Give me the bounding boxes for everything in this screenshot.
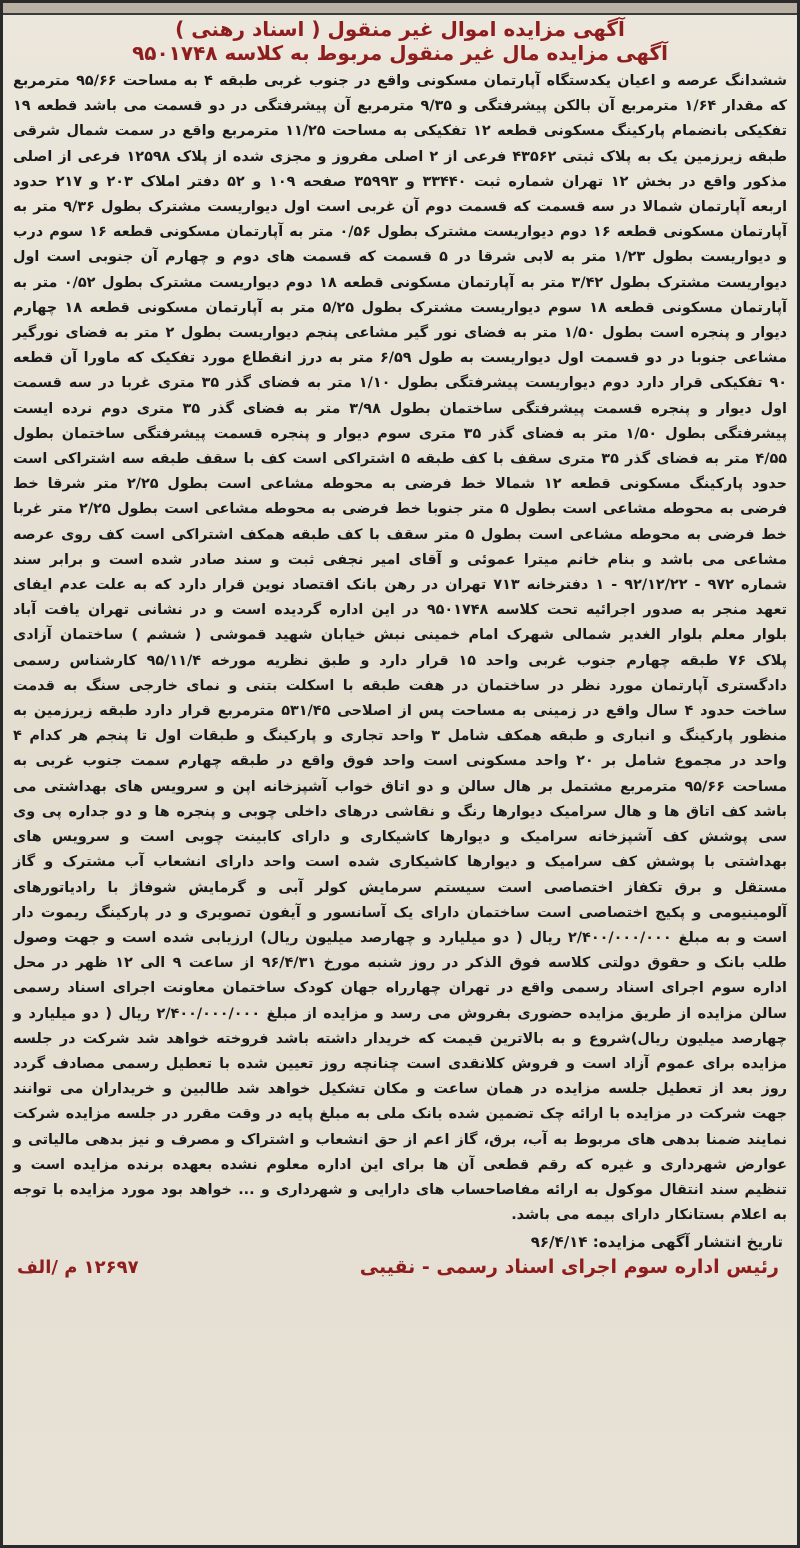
notice-footer [3, 1254, 797, 1278]
signature: رئیس اداره سوم اجرای اسناد رسمی - نقیبی [359, 1256, 779, 1279]
publication-date: تاریخ انتشار آگهی مزایده: ۹۶/۴/۱۴ [530, 1233, 783, 1252]
reference-number: ۱۲۶۹۷ م /الف [17, 1256, 139, 1278]
notice-body: ششدانگ عرصه و اعیان یکدستگاه آپارتمان مسکونی واقع در جنوب غربی طبقه ۴ به مساحت ۹۵/۶۶ مترمربع که مقدار ۱/۶۴ مترمربع آن بالکن پیشرفتگی و ۹/۳۵ مترمربع آن پیشرفتگی در دو قسمت می باشد قطعه ۱۹ تفکیکی بانضمام پارکینگ مسکونی قطعه ۱۲ تفکیکی به مساحت ۱۱/۲۵ مترمربع واقع در سمت شمال شرقی طبقه زیرزمین یک به پلاک ثبتی ۴۳۵۶۲ فرعی از ۲ اصلی مفروز و مجزی شده از پلاک ۱۲۵۹۸ فرعی از اصلی مذکور واقع در بخش ۱۲ تهران شماره ثبت ۳۳۴۴۰ و ۳۵۹۹۳ صفحه ۱۰۹ و ۵۲ دفتر املاک ۲۰۳ و ۲۱۷ حدود اربعه آپارتمان شمالا در سه قسمت که قسمت دوم آن غربی است اول دیواریست مشترک بطول ۹/۳۶ متر به آپارتمان مسکونی قطعه ۱۶ دوم دیواریست مشترک بطول ۰/۵۶ متر به آپارتمان مسکونی قطعه ۱۶ سوم درب و دیواریست بطول ۱/۲۳ متر به لابی شرقا در ۵ قسمت که قسمت های دوم و چهارم آن جنوبی است اول دیواریست مشترک بطول ۳/۴۲ متر به آپارتمان مسکونی قطعه ۱۸ دوم دیواریست مشترک بطول ۰/۵۲ متر به آپارتمان مسکونی قطعه ۱۸ سوم دیواریست مشترک بطول ۵/۲۵ متر به آپارتمان مسکونی قطعه ۱۸ چهارم دیوار و پنجره است بطول ۱/۵۰ متر به فضای نور گیر مشاعی پنجم دیواریست بطول ۲ متر به فضای نورگیر مشاعی جنوبا در دو قسمت اول دیواریست به طول ۶/۵۹ متر به درز انقطاع مورد تفکیک که ماورا آن قطعه ۹۰ تفکیکی قرار دارد دوم دیواریست پیشرفتگی بطول ۱/۱۰ متر به فضای گذر ۳۵ متری غربا در سه قسمت اول دیوار و پنجره قسمت پیشرفتگی ساختمان بطول ۳/۹۸ متر به فضای گذر ۳۵ متری دوم نرده ایست پیشرفتگی بطول ۱/۵۰ متر به فضای گذر ۳۵ متری سوم دیوار و پنجره قسمت پیشرفتگی ساختمان بطول ۴/۵۵ متر به فضای گذر ۳۵ متری سقف با کف طبقه ۵ اشتراکی است کف با سقف طبقه سه اشتراکی است حدود پارکینگ مسکونی قطعه ۱۲ شمالا خط فرضی به محوطه مشاعی است بطول ۲/۲۵ متر شرقا خط فرضی به محوطه مشاعی است بطول ۵ متر جنوبا خط فرضی به محوطه مشاعی است بطول ۲/۲۵ متر غربا خط فرضی به محوطه مشاعی است بطول ۵ متر سقف با کف طبقه همکف اشتراکی است کف روی عرصه مشاعی می باشد و بنام خانم میترا عموئی و آقای امیر نجفی ثبت و سند صادر شده است و برابر سند شماره ۹۷۲ - ۹۲/۱۲/۲۲ - ۱ دفترخانه ۷۱۳ تهران در رهن بانک اقتصاد نوین قرار دارد که به علت عدم ایفای تعهد منجر به صدور اجرائیه تحت کلاسه ۹۵۰۱۷۴۸ در این اداره گردیده است و در نشانی تهران یافت آباد بلوار معلم بلوار الغدیر شمالی شهرک امام خمینی نبش خیابان شهید قموشی ( ششم ) ساختمان آزادی پلاک ۷۶ طبقه چهارم جنوب غربی واحد ۱۵ قرار دارد و طبق نظریه مورخه ۹۵/۱۱/۴ کارشناس رسمی دادگستری آپارتمان مورد نظر در ساختمان در هفت طبقه با اسکلت بتنی و نمای خارجی سنگ به قدمت ساخت حدود ۴ سال واقع در زمینی به مساحت پس از اصلاحی ۵۳۱/۴۵ مترمربع قرار دارد طبقه زیرزمین به منظور پارکینگ و انباری و طبقه همکف شامل ۳ واحد تجاری و پارکینگ و طبقات اول تا پنجم هر کدام ۴ واحد در مجموع شامل بر ۲۰ واحد مسکونی است واحد فوق واقع در طبقه چهارم سمت جنوب غربی به مساحت ۹۵/۶۶ مترمربع مشتمل بر هال سالن و دو اتاق خواب آشپزخانه اپن و سرویس های بهداشتی می باشد کف اتاق ها و هال سرامیک دیوارها رنگ و نقاشی درهای داخلی چوبی و پنجره ها و دو جداره پی وی سی پوشش کف آشپزخانه سرامیک و دیوارها کاشیکاری و دارای کابینت چوبی است و سرویس های بهداشتی با پوشش کف سرامیک و دیوارها کاشیکاری شده است واحد دارای انشعاب آب مشترک و گاز مستقل و برق تکفاز اختصاصی است سیستم سرمایش کولر آبی و گرمایش شوفاژ با رادیاتورهای آلومینیومی و پکیج اختصاصی است ساختمان دارای یک آسانسور و آیفون تصویری و در پارکینگ ریموت دار است و به مبلغ ۲/۴۰۰/۰۰۰/۰۰۰ ریال ( دو میلیارد و چهارصد میلیون ریال) ارزیابی شده است و جهت وصول طلب بانک و حقوق دولتی کلاسه فوق الذکر در روز شنبه مورخ ۹۶/۴/۳۱ از ساعت ۹ الی ۱۲ ظهر در محل اداره سوم اجرای اسناد رسمی واقع در تهران چهارراه جهان کودک ساختمان معاونت اجرای اسناد رسمی سالن مزایده از طریق مزایده حضوری بفروش می رسد و مزایده از مبلغ ۲/۴۰۰/۰۰۰/۰۰۰ ریال ( دو میلیارد و چهارصد میلیون ریال)شروع و به بالاترین قیمت که خریدار داشته باشد فروخته خواهد شد شرکت در جلسه مزایده برای عموم آزاد است و فروش کلانقدی است چنانچه روز تعیین شده با تعطیل رسمی مصادف گردد روز بعد از تعطیل جلسه مزایده در همان ساعت و مکان تشکیل خواهد شد طالبین و خریداران می توانند جهت شرکت در مزایده با ارائه چک تضمین شده بانک ملی به مبلغ پایه در وقت مقرر در جلسه مزایده شرکت نمایند ضمنا بدهی های مربوط به آب، برق، گاز اعم از حق انشعاب و اشتراک و مصرف و نیز بدهی مالیاتی و عوارض شهرداری و غیره که رقم قطعی آن ها برای این اداره معلوم نشده بعهده برنده مزایده است و تنظیم سند انتقال موکول به ارائه مفاصاحساب های دارایی و شهرداری و ... خواهد بود مورد مزایده با توجه به اعلام بستانکار دارای بیمه می باشد. [13, 73, 788, 1224]
notice-header [3, 17, 797, 65]
torn-top-edge [3, 3, 797, 15]
notice-subtitle: آگهی مزایده مال غیر منقول مربوط به کلاسه ۹۵۰۱۷۴۸ [132, 41, 668, 65]
notice-title: آگهی مزایده اموال غیر منقول ( اسناد رهنی ) [175, 17, 625, 41]
